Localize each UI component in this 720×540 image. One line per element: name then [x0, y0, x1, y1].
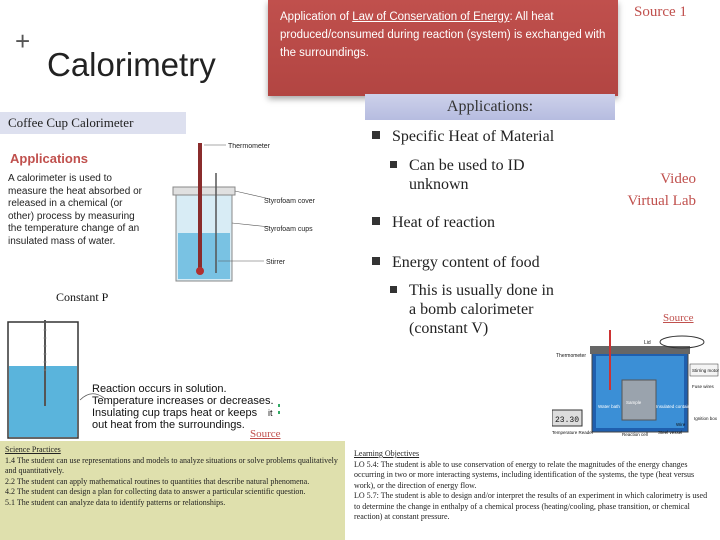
label-thermometer: Thermometer — [228, 143, 271, 150]
list-item-specific-heat: Specific Heat of Material — [372, 128, 554, 146]
label-stirrer: Stirrer — [266, 259, 286, 266]
bomb-label-fuse: Fuse wires — [692, 384, 714, 389]
bomb-label-thermometer: Thermometer — [556, 353, 587, 359]
cup-line-3: Insulating cup traps heat or keeps — [92, 407, 258, 419]
science-practice-2: 2.2 The student can apply mathematical routines to quantities that describe natural phenomena. — [5, 476, 310, 486]
bomb-label-stirring: Stirring motor — [692, 368, 720, 373]
learning-objectives-heading: Learning Objectives — [354, 449, 420, 458]
label-styrofoam-cups: Styrofoam cups — [264, 226, 313, 233]
learning-objectives-box — [350, 441, 720, 540]
bomb-calorimeter-diagram — [552, 330, 720, 438]
applications-figure-heading: Applications — [10, 151, 89, 166]
cup-line-2: Temperature increases or decreases. — [92, 395, 274, 407]
cup-line-1: Reaction occurs in solution. — [92, 383, 227, 395]
applications-figure-text: A calorimeter is used to measure the heat absorbed or released in a chemical (or other) process by measuring the temperature change of an insulated mass of water. — [8, 173, 142, 247]
applications-header: Applications: — [365, 94, 615, 120]
bullet-icon — [390, 286, 397, 293]
list-subitem-id-unknown-cont: unknown — [409, 176, 469, 193]
law-prefix: Application of — [280, 11, 353, 23]
source-1-link[interactable]: Source 1 — [634, 4, 687, 20]
bomb-label-ignition: Ignition box — [694, 416, 718, 421]
list-item-heat-of-reaction: Heat of reaction — [372, 214, 495, 232]
bullet-icon — [372, 257, 380, 265]
calorimeter-diagram — [8, 143, 320, 291]
list-subitem-bomb-cont2: (constant V) — [409, 320, 489, 337]
science-practice-4: 5.1 The student can analyze data to identify patterns or relationships. — [5, 497, 226, 507]
constant-p-label: Constant P — [56, 290, 109, 304]
law-conservation-box — [268, 0, 618, 96]
virtual-lab-link[interactable]: Virtual Lab — [627, 193, 696, 209]
science-practice-3: 4.2 The student can design a plan for collecting data to answer a particular scientific question. — [5, 487, 306, 496]
bomb-label-water: Water bath — [598, 404, 620, 409]
bomb-label-wire: Wire — [676, 422, 686, 427]
cup-reaction-diagram — [0, 320, 290, 442]
cup-line-4: out heat from the surroundings. — [92, 419, 245, 431]
plus-icon: + — [15, 26, 31, 56]
source-right-link[interactable]: Source — [663, 312, 694, 324]
bullet-icon — [372, 131, 380, 139]
bomb-label-lid: Lid — [644, 340, 651, 346]
label-styrofoam-cover: Styrofoam cover — [264, 198, 315, 205]
video-virtual-lab-link[interactable] — [606, 168, 696, 212]
list-subitem-id-unknown: Can be used to ID — [390, 156, 525, 175]
learning-objective-2: LO 5.7: The student is able to design and/or interpret the results of an experiment in which calorimetry is used to determine the change in enthalpy of a chemical process (heating/cooling, phase transition, or chemical reaction) at constant pressure. — [354, 491, 708, 521]
bomb-label-steel-vessel: Steel vessel — [658, 430, 683, 435]
page-title: Calorimetry — [47, 46, 216, 83]
cup-fragment: it — [268, 408, 273, 418]
bomb-reading: 23.30 — [555, 416, 580, 425]
bomb-label-reaction-cell: Reaction cell — [622, 432, 648, 437]
list-item-energy-food: Energy content of food — [372, 254, 540, 272]
law-suffix: : All heat produced/consumed during reaction (system) is exchanged with the surroundings. — [280, 11, 606, 59]
bomb-label-temp-reader: Temperature Reader — [552, 430, 594, 435]
video-link[interactable]: Video — [660, 171, 696, 187]
list-subitem-bomb: This is usually done in — [390, 281, 554, 300]
list-subitem-bomb-cont1: a bomb calorimeter — [409, 301, 534, 318]
bomb-label-insulated: Insulated container — [656, 404, 695, 409]
bullet-icon — [372, 217, 380, 225]
source-center-link[interactable]: Source — [250, 428, 281, 440]
bomb-label-sample: Sample — [626, 400, 642, 405]
bullet-icon — [390, 161, 397, 168]
coffee-cup-label: Coffee Cup Calorimeter — [0, 112, 186, 134]
learning-objective-1: LO 5.4: The student is able to use conservation of energy to relate the magnitudes of the energy changes occurring in two or more interacting systems, including identification of the systems, the type (heat versus work), or the direction of energy flow. — [354, 459, 695, 490]
law-link[interactable]: Law of Conservation of Energy — [352, 11, 510, 23]
science-practices-heading: Science Practices — [5, 445, 61, 454]
science-practices-box — [0, 441, 345, 540]
science-practice-1: 1.4 The student can use representations and models to analyze situations or solve problems qualitatively and quantitatively. — [5, 455, 338, 475]
